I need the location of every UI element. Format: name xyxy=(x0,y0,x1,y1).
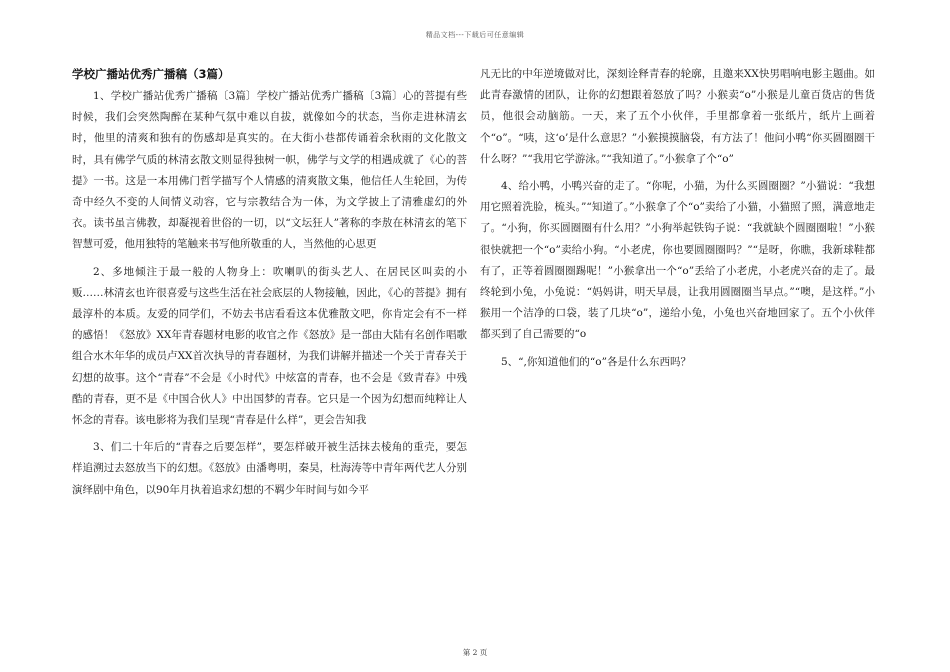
paragraph-1: 1、学校广播站优秀广播稿〔3篇〕学校广播站优秀广播稿〔3篇〕心的菩提有些时候，我们会突然陶醉在某种气氛中难以自拔，就像如今的状态，当你走进林清玄时，他里的清爽和独有的伤感却是真实的。在大街小巷都传诵着余秋雨的文化散文时，具有佛学气质的林清玄散文则显得独树一帜，佛学与文学的相遇成就了《心的菩提》一书。这是一本用佛门哲学描写个人情感的清爽散文集，他信任人生轮回，为传奇中经久不变的人间情义动容，它与宗教结合为一体，为文学披上了清雅虚幻的外衣。读书虽言佛教，却凝视着世俗的一切，以“文坛狂人”著称的李敖在林清玄的笔下智慧可爱，他用独特的笔触来书写他所敬重的人，当然他的心思更 xyxy=(72,90,467,251)
document-title: 学校广播站优秀广播稿（3篇） xyxy=(72,67,230,81)
paragraph-3: 3、们二十年后的“青春之后要怎样”，要怎样破开被生活抹去棱角的重壳，要怎样追溯过去怒放当下的幻想。《怒放》由潘粤明，秦昊，杜海涛等中青年两代艺人分别演绎剧中角色，以90年月执着追求幻想的不羁少年时间与如今平 xyxy=(72,441,467,496)
header-note: 精品文档---下载后可任意编辑 xyxy=(425,31,525,39)
right-column xyxy=(480,64,875,375)
paragraph-5: 5、“,你知道他们的“o”各是什么东西吗？ xyxy=(501,355,691,368)
paragraph-4: 4、给小鸭，小鸭兴奋的走了。“你呢，小猫，为什么买圆圈圈？”小猫说：“我想用它照着洗脸，梳头。”“知道了。”小猴拿了个“o”卖给了小猫，小猫照了照，满意地走了。“小狗，你买圆圈圈有什么用？”小狗举起铁钩子说：“我就缺个圆圈圈啦！”小猴很快就把一个“o”卖给小狗。“小老虎，你也要圆圈圈吗？”“是呀，你瞧，我新球鞋都有了，正等着圆圈圈踢呢！”小猴拿出一个“o”丢给了小老虎，小老虎兴奋的走了。最终轮到小兔，小兔说：“妈妈讲，明天早晨，让我用圆圈圈当早点。”“噢，是这样。”小猴用一个洁净的口袋，装了几块“o”，递给小兔，小兔也兴奋地回家了。五个小伙伴都买到了自己需要的“o xyxy=(480,180,875,341)
paragraph-2: 2、多地倾注于最一般的人物身上：吹喇叭的街头艺人、在居民区叫卖的小贩……林清玄也许很喜爱与这些生活在社会底层的人物接触，因此，《心的菩提》拥有最淳朴的本质。友爱的同学们，不妨去书店看看这本优雅散文吧，你肯定会有不一样的感悟！《怒放》XX年青春题材电影的收官之作《怒放》是一部由大陆有名创作唱歌组合水木年华的成员卢XX首次执导的青春题材，为我们讲解并描述一个关于青春关于幻想的故事。这个“青春”不会是《小时代》中炫富的青春，也不会是《致青春》中残酷的青春，更不是《中国合伙人》中出国梦的青春。它只是一个因为幻想而纯粹让人怀念的青春。该电影将为我们呈现“青春是什么样”，更会告知我 xyxy=(72,265,467,427)
page-number: 第 2 页 xyxy=(462,648,488,657)
paragraph-3-continued: 凡无比的中年逆境做对比，深刻诠释青春的轮廓，且邀来XX快男唱响电影主题曲。如此青春激情的团队，让你的幻想跟着怒放了吗？小猴卖“o”小猴是儿童百货店的售货员，他很会动脑筋。一天，来了五个小伙伴，手里都拿着一张纸片，纸片上画着个“o”。“咦，这‘o’是什么意思？”小猴摸摸脑袋，有方法了！他问小鸭“你买圆圈圈干什么呀？”“我用它学游泳。”“我知道了。”小猴拿了个“o” xyxy=(480,68,875,165)
left-column xyxy=(72,64,467,503)
